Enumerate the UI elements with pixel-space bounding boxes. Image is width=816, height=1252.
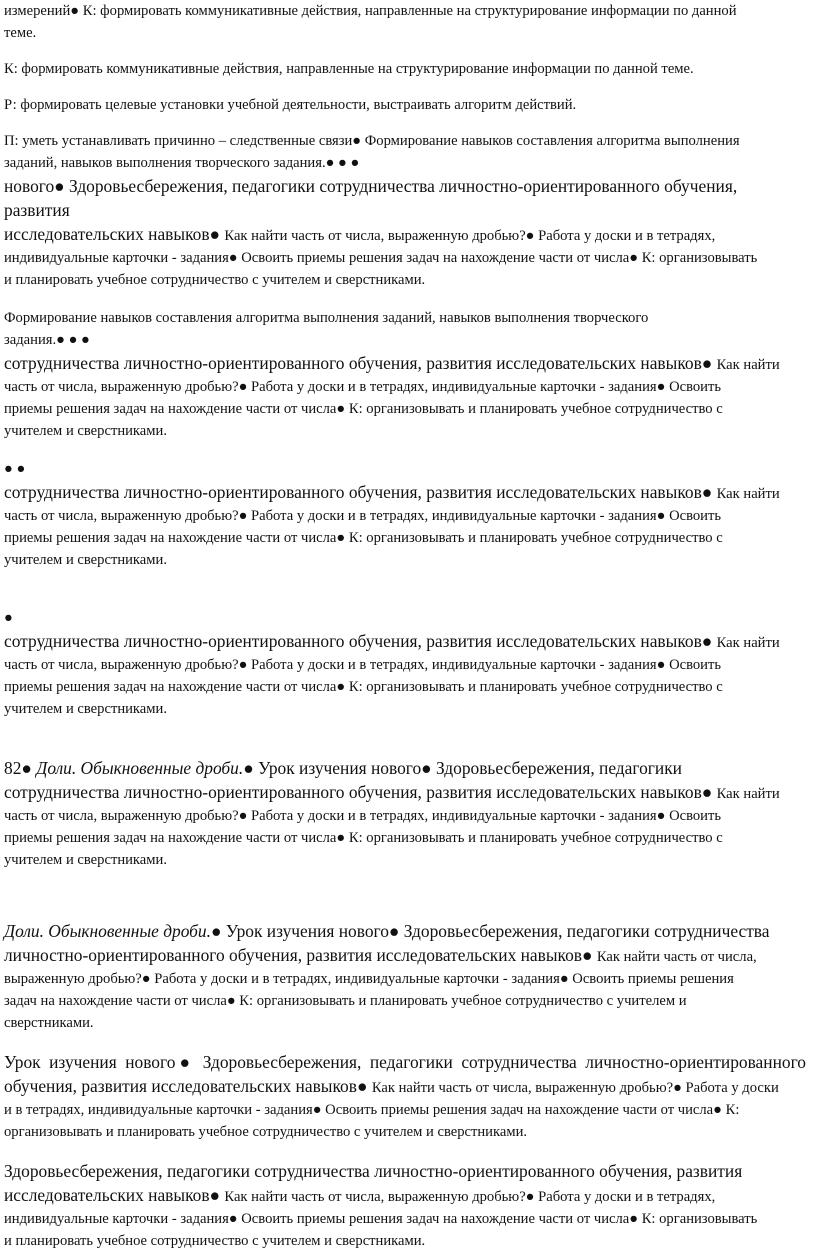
text-line (0, 1121, 806, 1143)
text-run: ● Урок изучения нового● Здоровьесбережения, педагогики (243, 758, 682, 778)
text-line (0, 698, 806, 720)
text-line (0, 629, 806, 654)
text-line (0, 527, 806, 549)
text-line (0, 0, 806, 22)
text-run: Как найти часть от числа, выраженную дробью?● Работа у доски и в тетрадях, (224, 1189, 716, 1205)
text-line (0, 398, 806, 420)
text-run: сверстниками. (4, 1015, 94, 1031)
text-line (0, 351, 806, 376)
text-run: К: формировать коммуникативные действия, направленные на структурирование информации по данной теме. (4, 61, 694, 77)
text-run: часть от числа, выраженную дробью?● Работа у доски и в тетрадях, индивидуальные карточки - задания● Освоить (4, 808, 722, 824)
paragraph (0, 0, 806, 44)
text-run: индивидуальные карточки - задания● Освоить приемы решения задач на нахождение части от числа● К: организовывать (4, 250, 758, 266)
text-run: Формирование навыков составления алгоритма выполнения заданий, навыков выполнения творческого (4, 310, 649, 326)
text-line (0, 58, 806, 80)
text-run: индивидуальные карточки - задания● Освоить приемы решения задач на нахождение части от числа● К: организовывать (4, 1211, 758, 1227)
paragraph-spacer (0, 720, 806, 756)
text-run: приемы решения задач на нахождение части от числа● К: организовывать и планировать учебное сотрудничество с (4, 530, 723, 546)
text-run: Как найти (716, 357, 780, 373)
text-run: ● ● (4, 461, 26, 477)
text-run: Урок изучения нового● Здоровьесбережения, педагогики сотрудничества личностно-ориентированного (4, 1052, 806, 1072)
text-run: Как найти часть от числа, выраженную дробью?● Работа у доски (371, 1080, 779, 1096)
text-run: часть от числа, выраженную дробью?● Работа у доски и в тетрадях, индивидуальные карточки - задания● Освоить (4, 657, 722, 673)
text-line (0, 943, 806, 968)
text-line (0, 152, 806, 174)
text-line (0, 919, 806, 943)
paragraph (0, 1159, 806, 1252)
text-run: обучения, развития исследовательских навыков● (4, 1076, 372, 1096)
text-line (0, 420, 806, 442)
text-line (0, 329, 806, 351)
text-run: ● Урок изучения нового● Здоровьесбережения, педагогики сотрудничества (210, 921, 770, 941)
text-run: исследовательских навыков● (4, 1185, 225, 1205)
text-run: сотрудничества личностно-ориентированного обучения, развития исследовательских навыков● (4, 482, 717, 502)
text-run: нового● Здоровьесбережения, педагогики сотрудничества личностно-ориентированного обучения, развития (4, 176, 738, 220)
text-line (0, 222, 806, 247)
text-run: выраженную дробью?● Работа у доски и в тетрадях, индивидуальные карточки - задания● Освоить приемы решения (4, 971, 734, 987)
text-line (0, 1050, 806, 1074)
text-line (0, 756, 806, 780)
text-line (0, 1183, 806, 1208)
text-run: исследовательских навыков● (4, 224, 225, 244)
text-line (0, 94, 806, 116)
text-run: часть от числа, выраженную дробью?● Работа у доски и в тетрадях, индивидуальные карточки - задания● Освоить (4, 508, 722, 524)
text-run: Как найти (716, 635, 780, 651)
text-line (0, 654, 806, 676)
text-line (0, 1074, 806, 1099)
text-run: приемы решения задач на нахождение части от числа● К: организовывать и планировать учебное сотрудничество с (4, 679, 723, 695)
text-run: Как найти часть от числа, выраженную дробью?● Работа у доски и в тетрадях, (224, 228, 716, 244)
paragraph-spacer (0, 571, 806, 607)
text-line (0, 247, 806, 269)
text-line (0, 849, 806, 871)
text-run: Доли. Обыкновенные дроби. (4, 921, 211, 941)
text-line (0, 307, 806, 329)
text-run: Р: формировать целевые установки учебной деятельности, выстраивать алгоритм действий. (4, 97, 577, 113)
text-run: и планировать учебное сотрудничество с учителем и сверстниками. (4, 1233, 426, 1249)
paragraph-spacer (0, 1143, 806, 1159)
text-run: Как найти часть от числа, (596, 949, 757, 965)
text-run: приемы решения задач на нахождение части от числа● К: организовывать и планировать учебное сотрудничество с (4, 401, 723, 417)
text-line (0, 480, 806, 505)
text-run: П: уметь устанавливать причинно – следственные связи● Формирование навыков составления алгоритма выполнения (4, 133, 740, 149)
text-line (0, 549, 806, 571)
text-run: учителем и сверстниками. (4, 701, 167, 717)
text-line (0, 269, 806, 291)
text-line (0, 1230, 806, 1252)
paragraph (0, 919, 806, 1034)
text-line (0, 1099, 806, 1121)
text-line (0, 827, 806, 849)
text-line (0, 505, 806, 527)
paragraph-spacer (0, 442, 806, 458)
text-run: личностно-ориентированного обучения, развития исследовательских навыков● (4, 945, 597, 965)
text-line (0, 990, 806, 1012)
text-run: теме. (4, 25, 37, 41)
text-run: часть от числа, выраженную дробью?● Работа у доски и в тетрадях, индивидуальные карточки - задания● Освоить (4, 379, 722, 395)
text-run: заданий, навыков выполнения творческого задания.● ● ● (4, 155, 360, 171)
text-run: учителем и сверстниками. (4, 423, 167, 439)
text-run: 82● (4, 758, 37, 778)
text-run: измерений● К: формировать коммуникативные действия, направленные на структурирование информации по данной (4, 3, 737, 19)
text-line (0, 805, 806, 827)
text-run: Здоровьесбережения, педагогики сотрудничества личностно-ориентированного обучения, развития (4, 1161, 743, 1181)
text-run: учителем и сверстниками. (4, 552, 167, 568)
text-run: сотрудничества личностно-ориентированного обучения, развития исследовательских навыков● (4, 631, 717, 651)
paragraph (0, 458, 806, 571)
text-line (0, 1159, 806, 1183)
text-run: ● (4, 610, 13, 626)
paragraph-spacer (0, 80, 806, 94)
paragraph (0, 307, 806, 442)
paragraph (0, 756, 806, 871)
text-run: учителем и сверстниками. (4, 852, 167, 868)
paragraph-spacer (0, 871, 806, 919)
paragraph-spacer (0, 116, 806, 130)
text-run: и планировать учебное сотрудничество с учителем и сверстниками. (4, 272, 426, 288)
text-line (0, 1208, 806, 1230)
text-line (0, 1012, 806, 1034)
text-line (0, 22, 806, 44)
paragraph (0, 94, 806, 116)
paragraph-spacer (0, 291, 806, 307)
text-run: сотрудничества личностно-ориентированного обучения, развития исследовательских навыков● (4, 782, 717, 802)
text-run: Как найти (716, 786, 780, 802)
paragraph (0, 58, 806, 80)
paragraph (0, 1050, 806, 1143)
paragraph-spacer (0, 1034, 806, 1050)
paragraph (0, 130, 806, 291)
text-run: Как найти (716, 486, 780, 502)
text-run: организовывать и планировать учебное сотрудничество с учителем и сверстниками. (4, 1124, 528, 1140)
text-line (0, 968, 806, 990)
text-line (0, 130, 806, 152)
text-line (0, 607, 806, 629)
text-run: задач на нахождение части от числа● К: организовывать и планировать учебное сотрудничество с учителем и (4, 993, 687, 1009)
text-line (0, 376, 806, 398)
text-line (0, 174, 806, 222)
text-run: и в тетрадях, индивидуальные карточки - задания● Освоить приемы решения задач на нахождение части от числа● К: (4, 1102, 740, 1118)
paragraph (0, 607, 806, 720)
text-run: задания.● ● ● (4, 332, 90, 348)
text-run: сотрудничества личностно-ориентированного обучения, развития исследовательских навыков● (4, 353, 717, 373)
text-line (0, 676, 806, 698)
text-line (0, 780, 806, 805)
text-run: Доли. Обыкновенные дроби. (36, 758, 244, 778)
text-run: приемы решения задач на нахождение части от числа● К: организовывать и планировать учебное сотрудничество с (4, 830, 723, 846)
paragraph-spacer (0, 44, 806, 58)
text-line (0, 458, 806, 480)
